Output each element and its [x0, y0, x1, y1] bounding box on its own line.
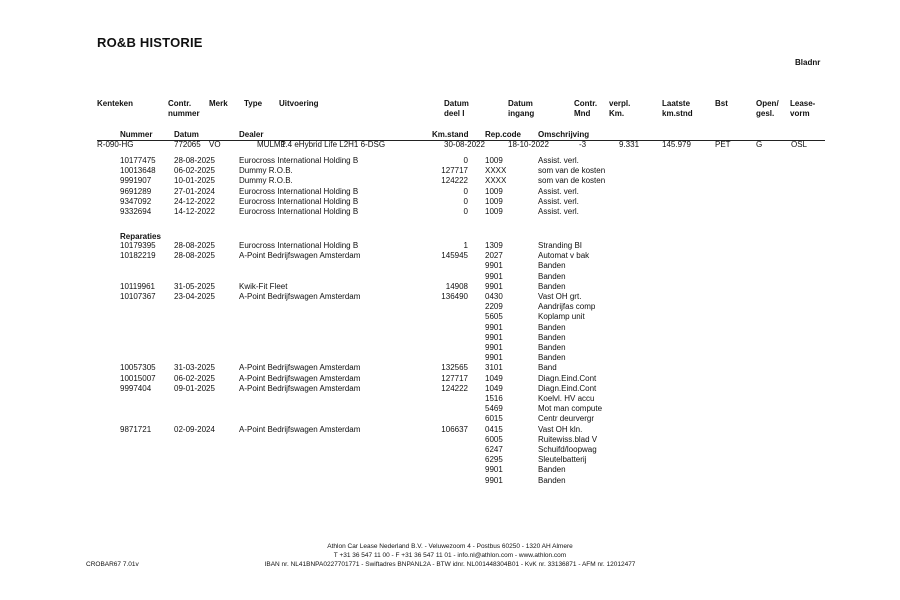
row-omschrijving: Schuifd/loopwag	[538, 445, 597, 454]
row-rep-code: 1516	[485, 394, 503, 403]
row-rep-code: 6005	[485, 434, 503, 444]
header-datum: Datum	[174, 130, 199, 139]
vehicle-datum-ingang: 18-10-2022	[508, 140, 549, 149]
row-nummer: 10182219	[120, 251, 156, 261]
header-dealer: Dealer	[239, 130, 264, 139]
row-omschrijving: Assist. verl.	[538, 207, 579, 216]
row-omschrijving: Assist. verl.	[538, 186, 579, 196]
row-dealer: Dummy R.O.B.	[239, 166, 293, 176]
vehicle-open-gesl: G	[756, 140, 763, 149]
row-dealer: Dummy R.O.B.	[239, 176, 293, 186]
row-dealer: A-Point Bedrijfswagen Amsterdam	[239, 383, 361, 393]
row-dealer: A-Point Bedrijfswagen Amsterdam	[239, 292, 361, 301]
row-nummer: 10177475	[120, 156, 156, 165]
row-omschrijving: Banden	[538, 343, 566, 352]
row-km-stand: 127717	[441, 373, 468, 383]
vehicle-uitvoering: 1.4 eHybrid Life L2H1 6-DSG	[281, 140, 386, 149]
row-rep-code: 9901	[485, 271, 503, 281]
row-nummer: 10015007	[120, 373, 156, 383]
row-omschrijving: Vast OH grt.	[538, 292, 582, 301]
row-omschrijving: Vast OH kln.	[538, 424, 583, 434]
report-version: CROBAR67 7.01v	[86, 561, 139, 568]
row-omschrijving: Aandrijfas comp	[538, 302, 596, 312]
row-omschrijving: Diagn.Eind.Cont	[538, 373, 597, 383]
row-omschrijving: Stranding BI	[538, 241, 583, 250]
header-contract-number: Contr. nummer	[168, 99, 200, 118]
row-nummer: 9347092	[120, 196, 152, 206]
row-nummer: 10179395	[120, 241, 156, 250]
row-omschrijving: Mot man compute	[538, 404, 603, 414]
vehicle-kenteken: R-090-HG	[97, 140, 134, 149]
vehicle-datum-deel: 30-08-2022	[444, 140, 485, 149]
row-omschrijving: som van de kosten	[538, 166, 606, 176]
vehicle-contract-months: -3	[579, 140, 587, 149]
header-omschrijving: Omschrijving	[538, 130, 590, 139]
row-rep-code: 9901	[485, 465, 503, 475]
row-rep-code: 6247	[485, 445, 503, 454]
row-dealer: Eurocross International Holding B	[239, 196, 359, 206]
row-omschrijving: Banden	[538, 465, 566, 475]
vehicle-laatste-km: 145.979	[662, 140, 691, 149]
row-nummer: 10013648	[120, 166, 156, 176]
row-omschrijving: Sleutelbatterij	[538, 455, 587, 465]
row-omschrijving: Banden	[538, 261, 566, 271]
vehicle-verpl-km: 9.331	[619, 140, 640, 149]
row-rep-code: 0415	[485, 424, 503, 434]
footer-registration: IBAN nr. NL41BNPA0227701771 - Swiftadres BNPANL2A - BTW idnr. NL001448304B01 - KvK nr. 33136871 - AFM nr. 12012477	[264, 561, 636, 568]
row-omschrijving: som van de kosten	[538, 176, 606, 186]
row-rep-code: 2027	[485, 251, 503, 261]
vehicle-type: MULMP	[257, 140, 286, 149]
row-datum: 14-12-2022	[174, 207, 215, 216]
row-km-stand: 1	[463, 241, 468, 250]
row-dealer: A-Point Bedrijfswagen Amsterdam	[239, 424, 361, 434]
row-dealer: Eurocross International Holding B	[239, 241, 359, 250]
row-rep-code: 1009	[485, 207, 503, 216]
row-rep-code: 9901	[485, 353, 503, 363]
row-datum: 06-02-2025	[174, 373, 215, 383]
row-rep-code: 5469	[485, 404, 503, 414]
row-km-stand: 127717	[441, 166, 468, 176]
row-datum: 09-01-2025	[174, 383, 215, 393]
row-dealer: A-Point Bedrijfswagen Amsterdam	[239, 363, 361, 373]
row-dealer: Eurocross International Holding B	[239, 186, 359, 196]
row-dealer: Eurocross International Holding B	[239, 156, 359, 165]
row-rep-code: 1009	[485, 196, 503, 206]
row-nummer: 9332694	[120, 207, 152, 216]
row-rep-code: 3101	[485, 363, 503, 373]
row-rep-code: 6015	[485, 414, 503, 424]
header-bst: Bst	[715, 99, 728, 108]
footer-contact: T +31 36 547 11 00 - F +31 36 547 11 01 - info.nl@athlon.com - www.athlon.com	[333, 552, 567, 559]
row-km-stand: 145945	[441, 251, 468, 261]
row-rep-code: 5605	[485, 312, 503, 322]
header-laatste-km: Laatste km.stnd	[662, 99, 693, 118]
row-nummer: 9997404	[120, 383, 152, 393]
row-nummer: 9991907	[120, 176, 152, 186]
row-datum: 28-08-2025	[174, 251, 215, 261]
row-datum: 24-12-2022	[174, 196, 215, 206]
row-dealer: Eurocross International Holding B	[239, 207, 359, 216]
row-km-stand: 0	[463, 186, 468, 196]
row-omschrijving: Ruitewiss.blad V	[538, 434, 598, 444]
row-km-stand: 124222	[441, 383, 468, 393]
header-verpl-km: verpl. Km.	[609, 99, 631, 118]
vehicle-merk: VO	[209, 140, 221, 149]
row-omschrijving: Automat v bak	[538, 251, 590, 261]
row-rep-code: 9901	[485, 322, 503, 332]
row-omschrijving: Banden	[538, 271, 566, 281]
row-nummer: 10107367	[120, 292, 156, 301]
footer-address: Athlon Car Lease Nederland B.V. - Veluwezoom 4 - Postbus 60250 - 1320 AH Almere	[327, 543, 573, 550]
header-kenteken: Kenteken	[97, 99, 134, 108]
row-km-stand: 124222	[441, 176, 468, 186]
row-km-stand: 0	[463, 156, 468, 165]
row-nummer: 10119961	[120, 281, 155, 291]
row-datum: 06-02-2025	[174, 166, 215, 176]
header-contract-months: Contr. Mnd	[574, 99, 598, 118]
header-merk: Merk	[209, 99, 228, 108]
row-rep-code: XXXX	[485, 166, 507, 176]
header-lease-vorm: Lease- vorm	[790, 99, 816, 118]
header-open-gesl: Open/ gesl.	[756, 99, 779, 118]
row-dealer: A-Point Bedrijfswagen Amsterdam	[239, 251, 361, 261]
header-nummer: Nummer	[120, 130, 153, 139]
header-km-stand: Km.stand	[432, 130, 469, 139]
row-rep-code: 9901	[485, 343, 503, 352]
row-rep-code: 2209	[485, 302, 503, 312]
header-datum-deel: Datum deel I	[444, 99, 469, 118]
row-datum: 31-05-2025	[174, 281, 215, 291]
row-omschrijving: Koplamp unit	[538, 312, 585, 322]
header-type: Type	[244, 99, 263, 108]
row-km-stand: 0	[463, 207, 468, 216]
row-datum: 31-03-2025	[174, 363, 215, 373]
row-rep-code: 1049	[485, 383, 503, 393]
row-rep-code: 0430	[485, 292, 503, 301]
row-omschrijving: Koelvl. HV accu	[538, 394, 595, 403]
section-reparaties-label: Reparaties	[120, 232, 161, 241]
row-km-stand: 136490	[441, 292, 468, 301]
row-omschrijving: Band	[538, 363, 557, 373]
row-rep-code: 9901	[485, 261, 503, 271]
row-omschrijving: Centr deurvergr	[538, 414, 595, 424]
row-rep-code: 1309	[485, 241, 503, 250]
header-uitvoering: Uitvoering	[279, 99, 319, 108]
row-dealer: Kwik-Fit Fleet	[239, 281, 288, 291]
row-km-stand: 14908	[445, 281, 468, 291]
vehicle-contract: 772065	[174, 140, 201, 149]
row-nummer: 10057305	[120, 363, 156, 373]
header-rep-code: Rep.code	[485, 130, 522, 139]
header-datum-ingang: Datum ingang	[508, 99, 535, 118]
row-rep-code: 1049	[485, 373, 503, 383]
row-omschrijving: Assist. verl.	[538, 156, 579, 165]
row-rep-code: XXXX	[485, 176, 507, 186]
page-number-label: Bladnr	[795, 58, 821, 67]
row-km-stand: 132565	[441, 363, 468, 373]
page-title: RO&B HISTORIE	[97, 35, 203, 50]
row-datum: 10-01-2025	[174, 176, 215, 186]
row-dealer: A-Point Bedrijfswagen Amsterdam	[239, 373, 361, 383]
row-rep-code: 1009	[485, 186, 503, 196]
row-omschrijving: Banden	[538, 281, 566, 291]
row-nummer: 9871721	[120, 424, 152, 434]
row-datum: 23-04-2025	[174, 292, 215, 301]
row-omschrijving: Assist. verl.	[538, 196, 579, 206]
row-omschrijving: Banden	[538, 353, 566, 363]
row-datum: 27-01-2024	[174, 186, 215, 196]
row-rep-code: 9901	[485, 475, 503, 485]
row-omschrijving: Banden	[538, 322, 566, 332]
row-rep-code: 6295	[485, 455, 503, 465]
row-datum: 28-08-2025	[174, 241, 215, 250]
row-rep-code: 1009	[485, 156, 503, 165]
row-nummer: 9691289	[120, 186, 152, 196]
row-datum: 28-08-2025	[174, 156, 215, 165]
vehicle-lease-vorm: OSL	[791, 140, 808, 149]
row-rep-code: 9901	[485, 332, 503, 342]
vehicle-bst: PET	[715, 140, 731, 149]
row-km-stand: 0	[463, 196, 468, 206]
row-datum: 02-09-2024	[174, 424, 215, 434]
row-rep-code: 9901	[485, 281, 503, 291]
row-omschrijving: Banden	[538, 475, 566, 485]
row-omschrijving: Diagn.Eind.Cont	[538, 383, 597, 393]
row-km-stand: 106637	[441, 424, 468, 434]
row-omschrijving: Banden	[538, 332, 566, 342]
